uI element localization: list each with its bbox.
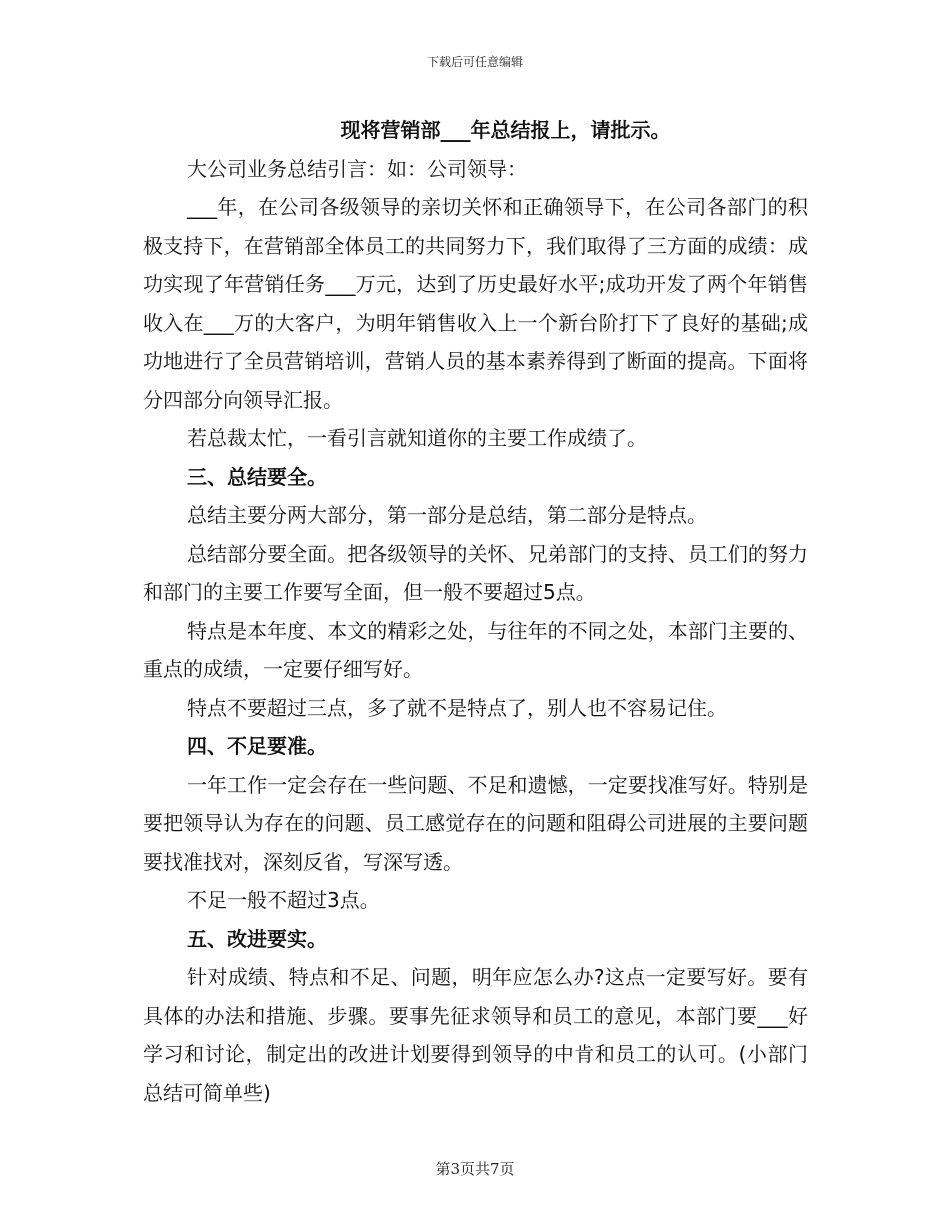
section-4-paragraph-2: 不足一般不超过3点。 [187, 888, 380, 912]
section-3-paragraph-2: 总结部分要全面。把各级领导的关怀、兄弟部门的支持、员工们的努力和部门的主要工作要写全面，但一般不要超过5点。 [143, 541, 808, 604]
intro-paragraph: 大公司业务总结引言：如：公司领导： [187, 156, 527, 181]
section-3-paragraph-4: 特点不要超过三点，多了就不是特点了，别人也不容易记住。 [187, 695, 727, 720]
section-heading-3: 三、总结要全。 [187, 464, 327, 489]
document-body [143, 111, 808, 1112]
section-3-paragraph-3: 特点是本年度、本文的精彩之处，与往年的不同之处，本部门主要的、重点的成绩，一定要仔细写好。 [143, 618, 808, 681]
section-heading-5: 五、改进要实。 [187, 926, 327, 951]
page-footer: 第3页共7页 [435, 1160, 515, 1178]
section-5-paragraph-1: 针对成绩、特点和不足、问题，明年应怎么办?这点一定要写好。要有具体的办法和措施、步骤。要事先征求领导和员工的意见，本部门要___好学习和讨论，制定出的改进计划要得到领导的中肯和员工的认可。(小部门总结可简单些) [143, 965, 808, 1105]
page-header: 下载后可任意编辑 [426, 55, 523, 69]
document-title: 现将营销部___年总结报上，请批示。 [340, 118, 671, 142]
section-heading-4: 四、不足要准。 [187, 734, 327, 758]
achievements-paragraph: ___年，在公司各级领导的亲切关怀和正确领导下，在公司各部门的积极支持下，在营销部全体员工的共同努力下，我们取得了三方面的成绩：成功实现了年营销任务___万元，达到了历史最好水平;成功开发了两个年销售收入在___万的大客户，为明年销售收入上一个新台阶打下了良好的基础;成功地进行了全员营销培训，营销人员的基本素养得到了断面的提高。下面将分四部分向领导汇报。 [143, 195, 808, 412]
note-paragraph: 若总裁太忙，一看引言就知道你的主要工作成绩了。 [187, 426, 647, 450]
section-4-paragraph-1: 一年工作一定会存在一些问题、不足和遗憾，一定要找准写好。特别是要把领导认为存在的问题、员工感觉存在的问题和阻碍公司进展的主要问题要找准找对，深刻反省，写深写透。 [143, 772, 808, 874]
section-3-paragraph-1: 总结主要分两大部分，第一部分是总结，第二部分是特点。 [187, 503, 707, 527]
